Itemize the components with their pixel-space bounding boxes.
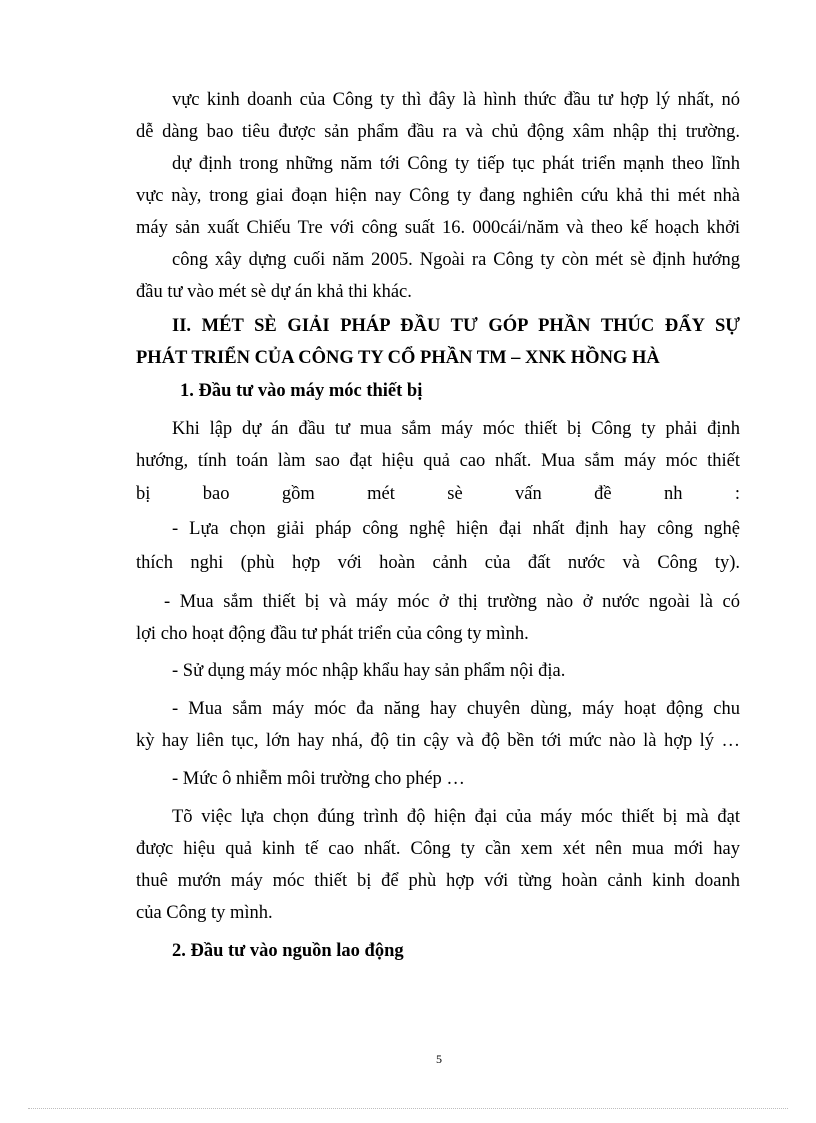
paragraph-line: Tõ việc lựa chọn đúng trình độ hiện đại của máy móc thiết bị mà đạt — [172, 807, 740, 827]
paragraph-line: vực kinh doanh của Công ty thì đây là hình thức đầu tư hợp lý nhất, nó — [172, 90, 740, 110]
paragraph-line: được hiệu quả kinh tế cao nhất. Công ty cần xem xét nên mua mới hay — [136, 839, 740, 859]
paragraph-line: - Sử dụng máy móc nhập khẩu hay sản phẩm nội địa. — [172, 661, 566, 681]
paragraph-line: đầu tư vào mét sè dự án khả thi khác. — [136, 282, 412, 302]
paragraph-line: dự định trong những năm tới Công ty tiếp tục phát triển mạnh theo lĩnh — [172, 154, 740, 174]
footer-divider — [28, 1108, 788, 1109]
paragraph-line: - Lựa chọn giải pháp công nghệ hiện đại nhất định hay công nghệ — [172, 519, 740, 539]
section-heading: PHÁT TRIỂN CỦA CÔNG TY CỔ PHẦN TM – XNK HỒNG HÀ — [136, 348, 660, 368]
paragraph-line: bị bao gồm mét sè vấn đề nh : — [136, 484, 740, 504]
paragraph-line: - Mua sắm thiết bị và máy móc ở thị trường nào ở nước ngoài là có — [164, 592, 740, 612]
paragraph-line: kỳ hay liên tục, lớn hay nhá, độ tin cậy và độ bền tới mức nào là hợp lý … — [136, 731, 740, 751]
paragraph-line: - Mức ô nhiễm môi trường cho phép … — [172, 769, 465, 789]
section-heading: II. MÉT SÈ GIẢI PHÁP ĐẦU TƯ GÓP PHẦN THÚC ĐẨY SỰ — [172, 316, 740, 336]
paragraph-line: hướng, tính toán làm sao đạt hiệu quả cao nhất. Mua sắm máy móc thiết — [136, 451, 740, 471]
paragraph-line: công xây dựng cuối năm 2005. Ngoài ra Công ty còn mét sè định hướng — [172, 250, 740, 270]
paragraph-line: lợi cho hoạt động đầu tư phát triển của công ty mình. — [136, 624, 529, 644]
paragraph-line: vực này, trong giai đoạn hiện nay Công ty đang nghiên cứu khả thi mét nhà — [136, 186, 740, 206]
paragraph-line: Khi lập dự án đầu tư mua sắm máy móc thiết bị Công ty phải định — [172, 419, 740, 439]
paragraph-line: máy sản xuất Chiếu Tre với công suất 16. 000cái/năm và theo kế hoạch khởi — [136, 218, 740, 238]
paragraph-line: thuê mướn máy móc thiết bị để phù hợp với từng hoàn cảnh kinh doanh — [136, 871, 740, 891]
paragraph-line: dễ dàng bao tiêu được sản phẩm đầu ra và chủ động xâm nhập thị trường. — [136, 122, 740, 142]
page-number: 5 — [436, 1052, 442, 1066]
paragraph-line: của Công ty mình. — [136, 903, 273, 923]
paragraph-line: - Mua sắm máy móc đa năng hay chuyên dùng, máy hoạt động chu — [172, 699, 740, 719]
subsection-heading: 1. Đầu tư vào máy móc thiết bị — [180, 381, 423, 401]
paragraph-line: thích nghi (phù hợp với hoàn cảnh của đất nước và Công ty). — [136, 553, 740, 573]
subsection-heading: 2. Đầu tư vào nguồn lao động — [172, 941, 404, 961]
